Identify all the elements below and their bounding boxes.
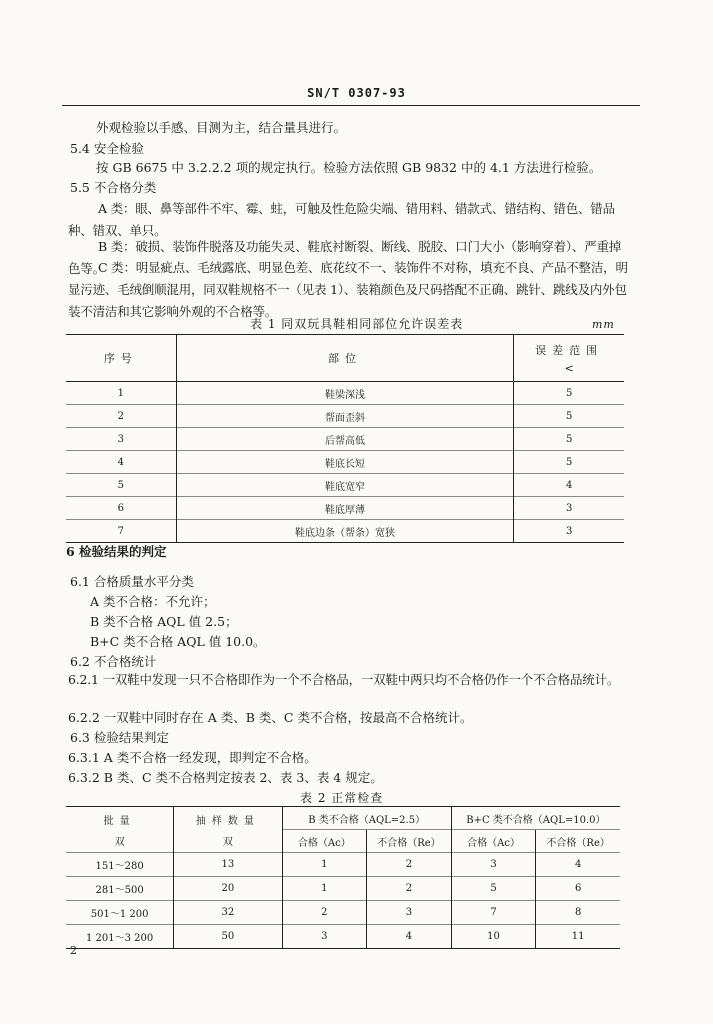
- table-row: [66, 520, 624, 543]
- table2-cell-sample: 50: [174, 925, 282, 949]
- table2-cell-bc-re: 4: [536, 853, 620, 877]
- table2-header-b-re: 不合格（Re）: [367, 830, 452, 853]
- table1-cell-tol: 5: [514, 428, 624, 451]
- text-line: 按 GB 6675 中 3.2.2.2 项的规定执行。检验方法依照 GB 9832 中的 4.1 方法进行检验。: [96, 160, 602, 175]
- table2-cell-batch: 501～1 200: [66, 901, 174, 925]
- text-line: 6.3.2 B 类、C 类不合格判定按表 2、表 3、表 4 规定。: [68, 770, 383, 785]
- table1-cell-part: 帮面歪斜: [176, 405, 514, 428]
- table-row: [66, 853, 620, 877]
- table-row: [66, 877, 620, 901]
- text-line: B+C 类不合格 AQL 值 10.0。: [90, 634, 266, 649]
- table2-cell-b-ac: 3: [282, 925, 367, 949]
- text-line: 6.3.1 A 类不合格一经发现，即判定不合格。: [68, 750, 317, 765]
- table2-cell-batch: 151～280: [66, 853, 174, 877]
- table2-header-batch-label: 批量: [103, 815, 136, 827]
- table1-cell-part: 鞋底边条（帮条）宽狭: [176, 520, 514, 543]
- table1-cell-no: 2: [66, 405, 176, 428]
- table2-cell-bc-ac: 5: [451, 877, 536, 901]
- table1-cell-no: 7: [66, 520, 176, 543]
- section-heading-6: 6 检验结果的判定: [66, 544, 167, 559]
- table1-cell-tol: 3: [514, 520, 624, 543]
- table-row: [66, 451, 624, 474]
- table1-cell-part: 鞋底长短: [176, 451, 514, 474]
- table2-cell-b-re: 2: [367, 877, 452, 901]
- table1-cell-part: 鞋梁深浅: [176, 382, 514, 405]
- section-heading-6-1: 6.1 合格质量水平分类: [70, 574, 194, 589]
- table1-cell-no: 3: [66, 428, 176, 451]
- table2-cell-b-re: 4: [367, 925, 452, 949]
- table2-cell-b-re: 2: [367, 853, 452, 877]
- table2-header-batch: [66, 807, 174, 853]
- table2-header-bc-re: 不合格（Re）: [536, 830, 620, 853]
- table1-cell-tol: 5: [514, 382, 624, 405]
- table2-cell-sample: 13: [174, 853, 282, 877]
- table1-header-tol: [514, 335, 624, 382]
- table-row: [66, 474, 624, 497]
- table2-header-b-ac: 合格（Ac）: [282, 830, 367, 853]
- table2-cell-bc-ac: 10: [451, 925, 536, 949]
- table2-cell-bc-ac: 7: [451, 901, 536, 925]
- table2-cell-bc-re: 6: [536, 877, 620, 901]
- table2-cell-b-ac: 1: [282, 877, 367, 901]
- table2-header-bc-ac: 合格（Ac）: [451, 830, 536, 853]
- table-row: [66, 428, 624, 451]
- paragraph-class-a: A 类：眼、鼻等部件不牢、霉、蛀，可触及性危险尖端、错用料、错款式、错结构、错色、错品种、错双、单只。: [68, 201, 615, 238]
- section-heading-6-3: 6.3 检验结果判定: [70, 730, 169, 745]
- section-heading-6-2: 6.2 不合格统计: [70, 654, 157, 669]
- text-line: 外观检验以手感、目测为主，结合量具进行。: [96, 120, 347, 135]
- paragraph-class-c: C 类：明显疵点、毛绒露底、明显色差、底花纹不一、装饰件不对称，填充不良、产品不整洁，明显污迹、毛绒倒顺混用，同双鞋规格不一（见表 1）、装箱颜色及尺码搭配不正确、跳针、跳线及内外包装不清洁和其它影响外观的不合格等。: [68, 260, 628, 319]
- table2-cell-batch: 281～500: [66, 877, 174, 901]
- tolerance-table: [66, 334, 624, 543]
- table1-cell-part: 鞋底宽窄: [176, 474, 514, 497]
- table1-cell-no: 1: [66, 382, 176, 405]
- table2-caption: 表 2 正常检查: [300, 791, 384, 805]
- text-line: 6.2.2 一双鞋中同时存在 A 类、B 类、C 类不合格，按最高不合格统计。: [68, 710, 473, 725]
- table2-header-batch-unit: 双: [114, 836, 125, 848]
- paragraph-class-b: B 类：破损、装饰件脱落及功能失灵、鞋底衬断裂、断线、脱胶、口门大小（影响穿着）、严重掉色等。: [68, 239, 622, 276]
- table2-cell-bc-re: 11: [536, 925, 620, 949]
- table2-cell-b-re: 3: [367, 901, 452, 925]
- table-row: [66, 497, 624, 520]
- table2-header-sample-unit: 双: [222, 836, 233, 848]
- table1-header-part: 部位: [176, 335, 514, 382]
- document-code: SN/T 0307-93: [307, 86, 406, 100]
- table1-unit: mm: [592, 318, 615, 331]
- table2-cell-bc-re: 8: [536, 901, 620, 925]
- table2-header-b-group: B 类不合格（AQL=2.5）: [282, 807, 451, 830]
- table1-cell-no: 6: [66, 497, 176, 520]
- table2-cell-b-ac: 1: [282, 853, 367, 877]
- table1-cell-no: 5: [66, 474, 176, 497]
- table1-cell-part: 鞋底厚薄: [176, 497, 514, 520]
- section-heading-5-4: 5.4 安全检验: [70, 141, 144, 156]
- header-rule: [62, 105, 640, 106]
- table1-caption: 表 1 同双玩具鞋相同部位允许误差表: [250, 317, 464, 331]
- table1-cell-part: 后帮高低: [176, 428, 514, 451]
- page-number: 2: [70, 944, 77, 957]
- table1-header-no: 序号: [66, 335, 176, 382]
- text-line: B 类不合格 AQL 值 2.5；: [90, 614, 238, 629]
- table2-header-bc-group: B+C 类不合格（AQL=10.0）: [451, 807, 620, 830]
- table2-header-sample: [174, 807, 282, 853]
- table1-cell-tol: 3: [514, 497, 624, 520]
- table2-cell-sample: 20: [174, 877, 282, 901]
- sampling-table: [66, 806, 620, 949]
- table1-cell-tol: 5: [514, 451, 624, 474]
- table1-cell-no: 4: [66, 451, 176, 474]
- table-row: [66, 901, 620, 925]
- table-row: [66, 382, 624, 405]
- table1-header-tol-label: 误差范围: [535, 343, 604, 357]
- section-heading-5-5: 5.5 不合格分类: [70, 180, 157, 195]
- paragraph-6-2-1: 6.2.1 一双鞋中发现一只不合格即作为一个不合格品，一双鞋中两只均不合格仍作一个不合格品统计。: [68, 672, 620, 687]
- table2-cell-bc-ac: 3: [451, 853, 536, 877]
- table1-cell-tol: 4: [514, 474, 624, 497]
- table2-cell-b-ac: 2: [282, 901, 367, 925]
- table-row: [66, 405, 624, 428]
- table2-cell-sample: 32: [174, 901, 282, 925]
- table-row: [66, 925, 620, 949]
- table2-cell-batch: 1 201～3 200: [66, 925, 174, 949]
- text-line: A 类不合格：不允许；: [90, 594, 216, 609]
- table1-header-tol-symbol: <: [564, 361, 574, 375]
- table2-header-sample-label: 抽样数量: [195, 815, 260, 827]
- table1-cell-tol: 5: [514, 405, 624, 428]
